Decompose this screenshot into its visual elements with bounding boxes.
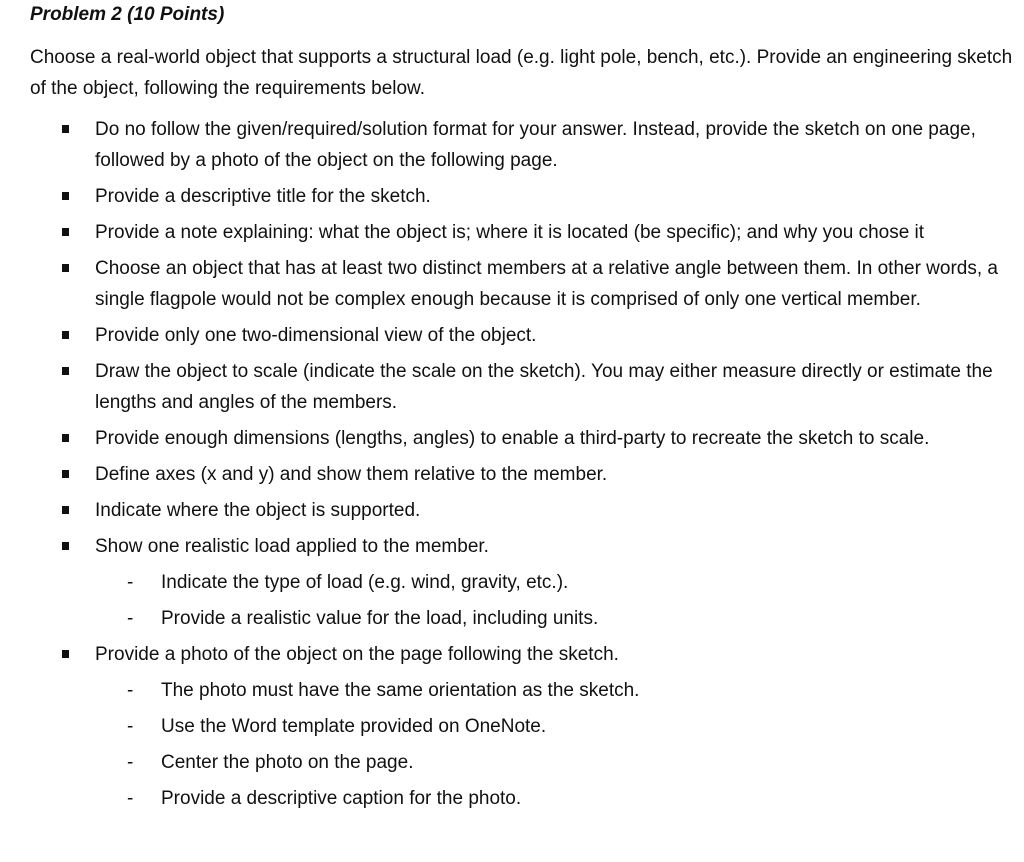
requirement-text: Choose an object that has at least two distinct members at a relative angle between them. In other words, a single flagpole would not be complex enough because it is comprised of only one vertical member. [95,258,998,310]
requirement-text: Provide a note explaining: what the object is; where it is located (be specific); and why you chose it [95,222,925,243]
dash-icon: - [127,680,134,701]
requirement-item [0,253,1000,315]
sub-requirement-item [0,747,1000,778]
requirement-item [0,181,1000,212]
requirement-item [0,356,1000,418]
sub-requirement-text: Provide a descriptive caption for the photo. [161,788,522,809]
requirement-item [0,639,1000,814]
square-bullet-icon [62,192,69,200]
sub-requirement-item [0,603,1000,634]
requirements-list [0,114,1024,819]
requirement-text: Define axes (x and y) and show them relative to the member. [95,464,608,485]
dash-icon: - [127,788,134,809]
sub-requirement-item [0,783,1000,814]
square-bullet-icon [62,264,69,272]
sub-requirement-item [0,567,1000,598]
sub-requirement-text: Indicate the type of load (e.g. wind, gravity, etc.). [161,572,569,593]
sub-requirement-item [0,675,1000,706]
square-bullet-icon [62,331,69,339]
problem-heading: Problem 2 (10 Points) [30,4,225,25]
requirement-item [0,531,1000,634]
requirement-text: Provide a photo of the object on the page following the sketch. [95,644,619,665]
square-bullet-icon [62,228,69,236]
requirement-text: Do no follow the given/required/solution format for your answer. Instead, provide the sketch on one page, followed by a photo of the object on the following page. [95,119,976,171]
square-bullet-icon [62,434,69,442]
square-bullet-icon [62,650,69,658]
sub-requirement-text: Use the Word template provided on OneNote. [161,716,547,737]
requirement-item [0,423,1000,454]
requirement-item [0,495,1000,526]
requirement-text: Indicate where the object is supported. [95,500,421,521]
requirement-item [0,320,1000,351]
sub-requirement-text: Center the photo on the page. [161,752,414,773]
square-bullet-icon [62,367,69,375]
requirement-text: Draw the object to scale (indicate the scale on the sketch). You may either measure directly or estimate the lengths and angles of the members. [95,361,993,413]
square-bullet-icon [62,542,69,550]
sub-requirement-item [0,711,1000,742]
sub-requirement-text: The photo must have the same orientation as the sketch. [161,680,640,701]
requirement-text: Show one realistic load applied to the member. [95,536,489,557]
sub-requirements-list [95,675,1000,814]
requirement-item [0,217,1000,248]
square-bullet-icon [62,506,69,514]
requirement-text: Provide a descriptive title for the sketch. [95,186,431,207]
requirement-text: Provide enough dimensions (lengths, angles) to enable a third-party to recreate the sketch to scale. [95,428,930,449]
dash-icon: - [127,572,134,593]
problem-intro: Choose a real-world object that supports a structural load (e.g. light pole, bench, etc.). Provide an engineering sketch of the object, following the requirements below. [30,47,1013,99]
dash-icon: - [127,752,134,773]
dash-icon: - [127,716,134,737]
square-bullet-icon [62,125,69,133]
sub-requirement-text: Provide a realistic value for the load, including units. [161,608,599,629]
requirement-item [0,459,1000,490]
square-bullet-icon [62,470,69,478]
requirement-text: Provide only one two-dimensional view of the object. [95,325,537,346]
dash-icon: - [127,608,134,629]
sub-requirements-list [95,567,1000,634]
requirement-item [0,114,1000,176]
